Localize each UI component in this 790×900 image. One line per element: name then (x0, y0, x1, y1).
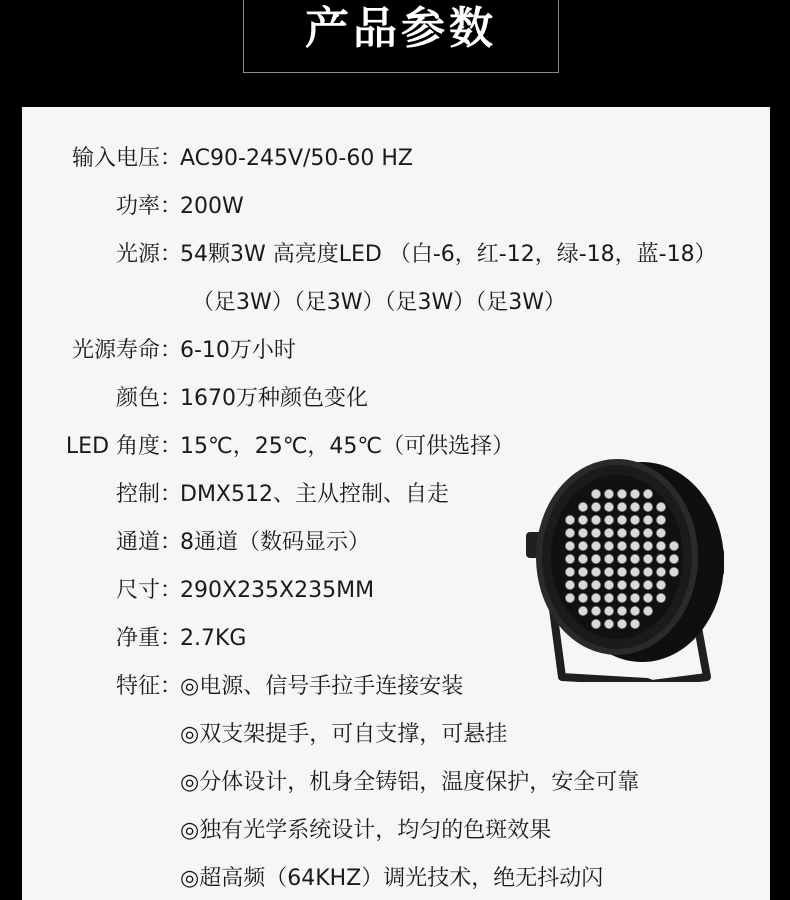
led-dot (630, 541, 639, 550)
led-dot (630, 593, 639, 602)
led-dot (617, 502, 626, 511)
led-dot (565, 593, 574, 602)
led-dot (591, 515, 600, 524)
led-dot (643, 541, 652, 550)
led-dot (565, 528, 574, 537)
feature-item: ◎独有光学系统设计，均匀的色斑效果 (180, 818, 552, 843)
led-dot (578, 528, 587, 537)
led-dot (617, 580, 626, 589)
led-dot (643, 580, 652, 589)
led-dot (669, 554, 678, 563)
led-dot (630, 515, 639, 524)
spec-label: 颜色： (115, 386, 182, 411)
led-dot (669, 567, 678, 576)
spec-value: 8通道（数码显示） (180, 530, 370, 555)
led-dot (656, 593, 665, 602)
spec-value: 6-10万小时 (180, 338, 296, 363)
led-dot (604, 580, 613, 589)
led-dot (604, 606, 613, 615)
led-dot (656, 528, 665, 537)
led-dot (565, 541, 574, 550)
led-dot (604, 528, 613, 537)
led-dot (617, 489, 626, 498)
led-dot (630, 528, 639, 537)
page-title: 产品参数 (305, 3, 497, 54)
led-dot (656, 502, 665, 511)
led-dot (643, 554, 652, 563)
led-dot (591, 593, 600, 602)
led-dot (630, 567, 639, 576)
spec-label: LED 角度： (65, 434, 182, 459)
spec-value: 2.7KG (180, 626, 247, 651)
led-dot (604, 541, 613, 550)
led-dot (643, 489, 652, 498)
led-dot (669, 541, 678, 550)
led-dot (604, 554, 613, 563)
feature-item: ◎超高频（64KHZ）调光技术，绝无抖动闪 (180, 866, 604, 891)
spec-value: 200W (180, 194, 244, 219)
led-dot (565, 554, 574, 563)
led-dot (617, 567, 626, 576)
spec-label: 输入电压： (71, 146, 182, 171)
header-bar (0, 0, 790, 110)
spec-value: 15℃，25℃，45℃（可供选择） (180, 434, 515, 459)
spec-label: 光源寿命： (71, 338, 182, 363)
spec-label: 特征： (115, 674, 182, 699)
led-dot (656, 580, 665, 589)
spec-label: 通道： (115, 530, 182, 555)
led-dot (617, 541, 626, 550)
led-dot (591, 606, 600, 615)
spec-label: 净重： (115, 626, 182, 651)
led-dot (643, 567, 652, 576)
led-dot (656, 541, 665, 550)
led-dot (643, 528, 652, 537)
spec-label: 光源： (115, 242, 182, 267)
spec-value: ◎电源、信号手拉手连接安装 (180, 674, 464, 699)
led-dot (643, 502, 652, 511)
spec-label: 控制： (115, 482, 182, 507)
led-dot (565, 567, 574, 576)
spec-value-continued: （足3W）（足3W）（足3W）（足3W） (192, 290, 567, 315)
led-dot (604, 515, 613, 524)
spec-value: 290X235X235MM (180, 578, 375, 603)
led-dot (617, 593, 626, 602)
spec-value: DMX512、主从控制、自走 (180, 482, 449, 507)
led-dot (643, 593, 652, 602)
led-dot (565, 580, 574, 589)
spec-label: 尺寸： (115, 578, 182, 603)
feature-item: ◎双支架提手，可自支撑，可悬挂 (180, 722, 508, 747)
led-dot (617, 606, 626, 615)
led-dot (578, 593, 587, 602)
led-dot (578, 515, 587, 524)
led-dot (591, 580, 600, 589)
spec-value: AC90-245V/50-60 HZ (180, 146, 413, 171)
led-dot (604, 567, 613, 576)
led-dot (591, 619, 600, 628)
led-dot (591, 554, 600, 563)
led-dot (604, 489, 613, 498)
led-dot (604, 502, 613, 511)
led-dot (578, 580, 587, 589)
led-dot (578, 554, 587, 563)
led-dot (643, 515, 652, 524)
led-dot (578, 502, 587, 511)
spec-label: 功率： (115, 194, 182, 219)
led-dot (643, 606, 652, 615)
led-dot (656, 567, 665, 576)
spec-panel (22, 107, 770, 900)
spec-value: 54颗3W 高亮度LED （白-6，红-12，绿-18，蓝-18） (180, 242, 717, 267)
spec-value: 1670万种颜色变化 (180, 386, 368, 411)
led-dot (565, 515, 574, 524)
led-dot (656, 554, 665, 563)
led-dot (604, 593, 613, 602)
par-light-icon (522, 452, 737, 682)
led-dot (617, 528, 626, 537)
led-dot (604, 619, 613, 628)
led-dot (630, 502, 639, 511)
led-dot (630, 606, 639, 615)
led-dot (656, 515, 665, 524)
led-dot (591, 541, 600, 550)
led-dot (578, 541, 587, 550)
led-dot (630, 489, 639, 498)
led-dot (591, 502, 600, 511)
led-dot (591, 567, 600, 576)
led-dot (630, 554, 639, 563)
led-dot (630, 619, 639, 628)
led-dot (591, 489, 600, 498)
led-dot (617, 619, 626, 628)
led-dot (591, 528, 600, 537)
feature-item: ◎分体设计，机身全铸铝，温度保护，安全可靠 (180, 770, 640, 795)
led-dot (617, 554, 626, 563)
led-dot (578, 567, 587, 576)
led-dot (630, 580, 639, 589)
led-dot (578, 606, 587, 615)
led-dot (617, 515, 626, 524)
